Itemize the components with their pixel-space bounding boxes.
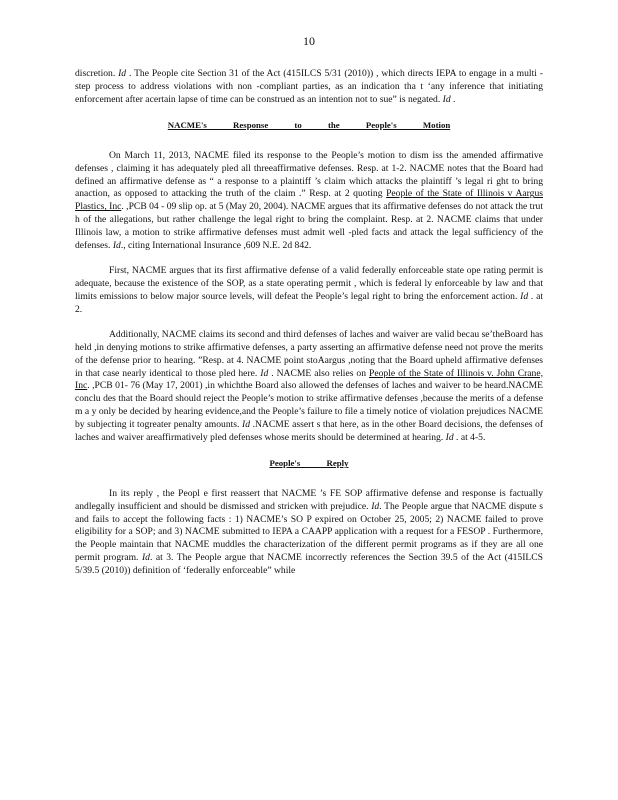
text-run: . NACME also relies on: [268, 367, 370, 379]
text-run: . The People argue that NACME dispute s and fails to accept the following facts : 1) NACME’s SO P expired on October 25, 2005; 2) NACME failed to prove eligibility for a SOP; and 3) NACME submitted to IEPA a CAAPP application with a request for a FESOP . Furthermore, the People maintain that NACME muddles the characterization of the different permit programs as if they are all one permit program.: [75, 500, 543, 563]
citation-id: Id: [112, 239, 121, 251]
citation-id: Id: [141, 551, 150, 563]
citation-id: Id: [371, 500, 380, 512]
text-run: . at 2.: [75, 290, 543, 315]
citation-id: Id: [442, 93, 451, 105]
text-run: On March 11, 2013, NACME filed its response to the People’s motion to dism iss the amended affirmative defenses , claiming it has adequately pled all threeaffirmative defenses. Resp. at 1-2. NACME notes that the Board had defined an affirmative defense as “ a response to a plaintiff ’s claim which attacks the plaintiff ’s legal ri ght to bring anaction, as opposed to attacking the truth of the claim .” Resp. at 2 quoting: [75, 149, 543, 200]
section-heading-reply: People's Reply: [269, 458, 349, 469]
paragraph-reply: [75, 488, 543, 578]
citation-id: Id: [260, 367, 269, 379]
text-run: discretion.: [75, 68, 119, 79]
page-number: 10: [303, 34, 315, 48]
citation-id: Id: [520, 290, 529, 302]
case-citation: People of the State of Illinois v. John Crane, Inc: [75, 367, 544, 392]
section-heading-response: NACME's Response to the People's Motion: [167, 120, 451, 131]
text-run: . The People cite Section 31 of the Act (415ILCS 5/31 (2010)) , which directs IEPA to engage in a multi -step process to address violations with non -compliant parties, as an indication tha t ‘any inference that initiating enforcement after acertain lapse of time can be construed as an intention not to sue” is negated.: [75, 68, 543, 105]
text-run: . at 4-5.: [453, 431, 486, 443]
paragraph-laches-waiver: [75, 329, 543, 444]
text-run: In its reply , the Peopl e first reassert that NACME ’s FE SOP affirmative defense and response is factually andlegally insufficient and should be dismissed and stricken with prejudice.: [75, 487, 543, 512]
text-run: ., citing International Insurance ,609 N.E. 2d 842.: [120, 239, 312, 251]
paragraph-first-defense: [75, 265, 543, 316]
citation-id: Id: [118, 68, 127, 79]
text-run: First, NACME argues that its first affirmative defense of a valid federally enforceable state ope rating permit is adequate, because the existence of the SOP, as a state operating permit , which is federal ly enforceable by law and that limits emissions to below major source levels, will defeat the People’s legal right to bring the enforcement action.: [75, 265, 543, 302]
paragraph-discretion: [75, 68, 543, 106]
text-run: Additionally, NACME claims its second and third defenses of laches and waiver are valid becau se’theBoard has held ,in denying motions to strike affirmative defenses, a party asserting an affirmative defense need not prove the merits of the defense prior to hearing. ”Resp. at 4. NACME point stoAargus ,noting that the Board upheld affirmative defenses in that case nearly identical to those pled here.: [75, 329, 543, 379]
case-citation: People of the State of Illinois v Aargus Plastics, Inc: [75, 188, 543, 213]
text-run: .: [450, 93, 456, 105]
citation-id: Id: [445, 431, 454, 443]
text-run: .NACME assert s that here, as in the other Board decisions, the defenses of laches and waiver areaffirmatively pled defenses whose merits should be determined at hearing.: [75, 418, 544, 443]
paragraph-response: [75, 150, 543, 252]
text-run: . at 3. The People argue that NACME incorrectly references the Section 39.5 of the Act (415ILCS 5/39.5 (2010)) definition of ‘federally enforceable” while: [75, 551, 543, 576]
text-run: . ,PCB 01- 76 (May 17, 2001) ,in whichthe Board also allowed the defenses of laches and waiver to be heard.NACME conclu des that the Board should reject the People’s motion to strike affirmative defenses ,because the merits of a defense m a y only be decided by hearing evidence,and the People’s failure to file a timely notice of violation prejudices NACME by subjecting it togreater penalty amounts.: [75, 380, 543, 430]
citation-id: Id: [242, 418, 250, 430]
document-body: [75, 68, 543, 590]
text-run: . ,PCB 04 - 09 slip op. at 5 (May 20, 2004). NACME argues that its affirmative defenses do not attack the trut h of the allegations, but rather challenge the legal right to bring the complaint. Resp. at 2. NACME claims that under Illinois law, a motion to strike affirmative defenses must admit well -pled facts and attack the legal sufficiency of the defenses.: [75, 201, 543, 251]
